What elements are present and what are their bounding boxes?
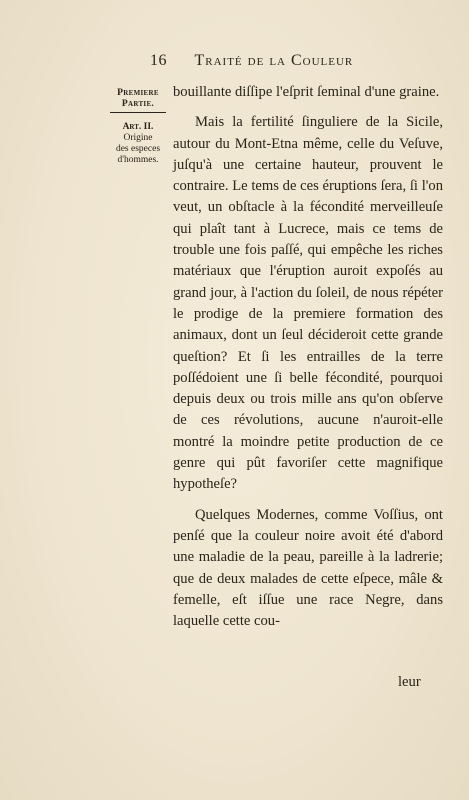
margin-art-line3: des especes <box>115 144 161 154</box>
marginal-notes <box>102 88 174 166</box>
catchword: leur <box>398 674 421 690</box>
running-header <box>150 52 410 70</box>
paragraph-2: Mais la fertilité ſinguliere de la Sicile, autour du Mont-Etna même, celle du Veſuve, juſqu'à une certaine hauteur, prouvent le contraire. Le tems de ces éruptions ſera, ſi l'on veut, un obſtacle à la fécondité merveilleuſe qui plaît tant à Lucrece, mais ce tems de trouble une fois paſſé, qui empêche les riches matériaux que l'éruption auroit expoſés au grand jour, à l'action du ſoleil, de nous répéter le prodige de la premiere formation des animaux, dont un ſeul décideroit cette grande queſtion? Et ſi les entrailles de la terre poſſédoient une ſi belle fécondité, pourquoi depuis deux ou trois mille ans qu'on obſerve de ces révolutions, aucune n'auroit-elle montré la moindre petite production de ce genre qui pût favoriſer cette magnifique hypotheſe? <box>173 114 443 493</box>
margin-partie-line2: Partie. <box>121 99 155 109</box>
margin-rule <box>110 112 166 113</box>
margin-art-line1: Art. II. <box>122 122 154 132</box>
body-text <box>173 82 443 632</box>
paragraph-1: bouillante diſſipe l'eſprit ſeminal d'une graine. <box>173 84 440 100</box>
page-number: 16 <box>150 52 167 69</box>
paragraph-3: Quelques Modernes, comme Voſſius, ont penſé que la couleur noire avoit été d'abord une maladie de la peau, pareille à la ladrerie; que de deux malades de cette eſpece, mâle & femelle, eſt iſſue une race Negre, dans laquelle cette cou- <box>173 506 443 630</box>
margin-art-line4: d'hommes. <box>117 155 159 165</box>
running-title: Traité de la Couleur <box>194 52 354 69</box>
margin-art-line2: Origine <box>123 133 153 143</box>
margin-partie-line1: Premiere <box>117 88 159 98</box>
